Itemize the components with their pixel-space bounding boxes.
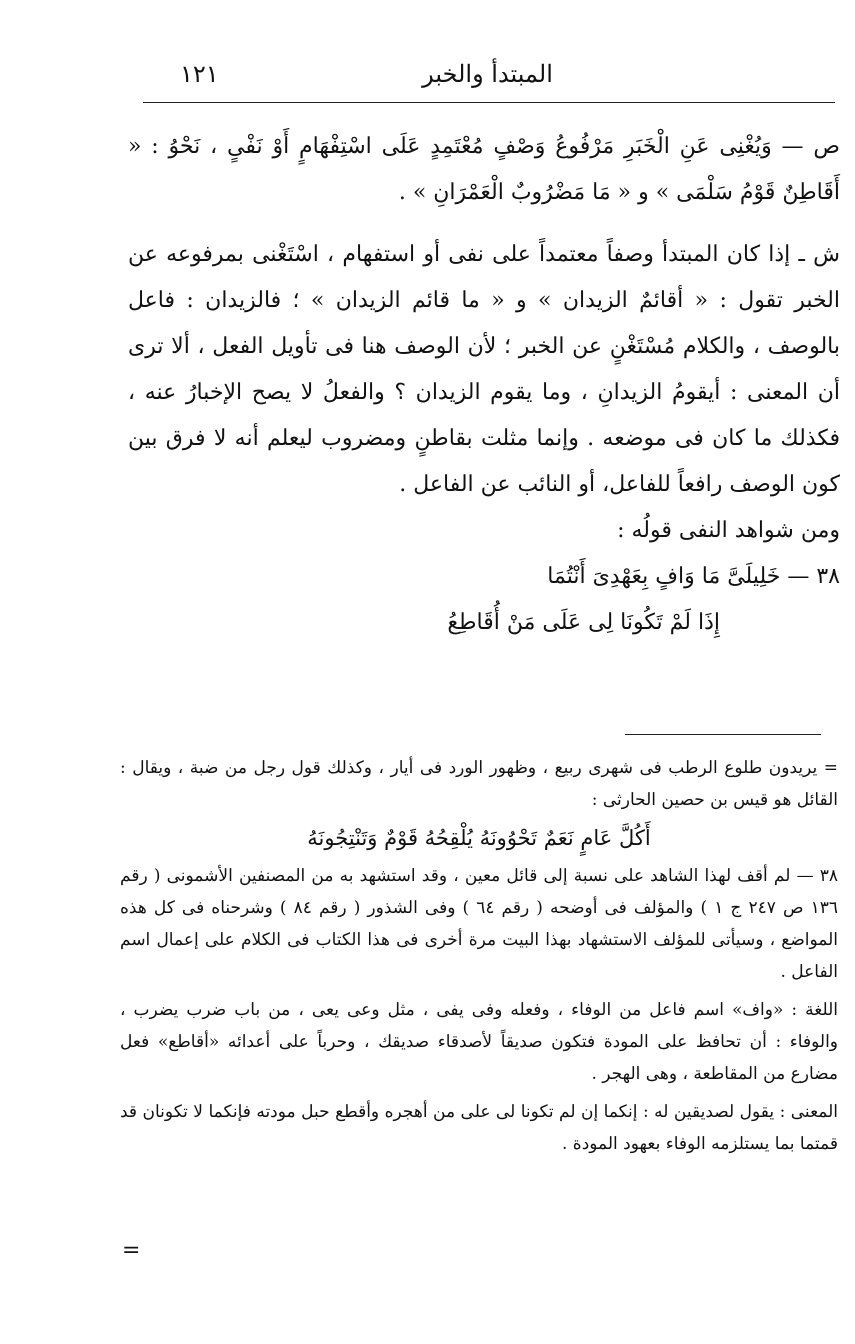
main-text (128, 124, 840, 646)
continuation-mark: = (122, 1238, 141, 1263)
footnote-continuation: = يريدون طلوع الرطب فى شهرى ربيع ، وظهور الورد فى أيار ، وكذلك قول رجل من ضبة ، ويقال : القائل هو قيس بن حصين الحارثى : (120, 758, 838, 810)
header-rule (143, 102, 835, 103)
footnote-38: ٣٨ — لم أقف لهذا الشاهد على نسبة إلى قائل معين ، وقد استشهد به من المصنفين الأشمونى ( رقم ١٣٦ ص ٢٤٧ ج ١ ) والمؤلف فى أوضحه ( رقم ٦٤ ) وفى الشذور ( رقم ٨٤ ) وشرحناه فى كل هذه المواضع ، وسيأتى للمؤلف الاستشهاد بهذا البيت مرة أخرى فى هذا الكتاب فى الكلام على إعمال اسم الفاعل . (120, 866, 838, 982)
grammar-rule-text: ص — وَيُغْنِى عَنِ الْخَبَرِ مَرْفُوعُ وَصْفٍ مُعْتَمِدٍ عَلَى اسْتِفْهَامٍ أَوْ نَفْىٍ ، نَحْوُ : « أَقَاطِنٌ قَوْمُ سَلْمَى » و « مَا مَضْرُوبٌ الْعَمْرَانِ » . (128, 134, 840, 205)
footnote-language: اللغة : «واف» اسم فاعل من الوفاء ، وفعله وفى يفى ، مثل وعى يعى ، من باب ضرب يضرب ، والوفاء : أن تحافظ على المودة فتكون صديقاً لأصدقاء صديقك ، وحرباً على أعدائه «أقاطع» فعل مضارع من المقاطعة ، وهى الهجر . (120, 1000, 838, 1084)
footnotes (120, 752, 838, 1160)
evidence-intro: ومن شواهد النفى قولُه : (617, 518, 840, 543)
verse-line-2: إِذَا لَمْ تَكُونَا لِى عَلَى مَنْ أُقَاطِعُ (447, 610, 720, 635)
commentary-paragraph: ش ـ إذا كان المبتدأ وصفاً معتمداً على نفى أو استفهام ، اسْتَغْنى بمرفوعه عن الخبر تقول : « أقائمٌ الزيدان » و « ما قائم الزيدان » ؛ فالزيدان : فاعل بالوصف ، والكلام مُسْتَغْنٍ عن الخبر ؛ لأن الوصف هنا فى تأويل الفعل ، ألا ترى أن المعنى : أيقومُ الزيدانِ ، وما يقوم الزيدان ؟ والفعلُ لا يصح الإخبارُ عنه ، فكذلك ما كان فى موضعه . وإنما مثلت بقاطنٍ ومضروب ليعلم أنه لا فرق بين كون الوصف رافعاً للفاعل، أو النائب عن الفاعل . (128, 242, 840, 497)
footnote-rule (625, 734, 821, 735)
verse-line-1: ٣٨ — خَلِيلَىَّ مَا وَافٍ بِعَهْدِىَ أَنْتُمَا (547, 564, 840, 589)
chapter-title: المبتدأ والخبر (422, 60, 553, 88)
running-header (140, 56, 835, 100)
page-number: ١٢١ (180, 60, 219, 88)
footnote-poem: أَكُلَّ عَامٍ نَعَمٌ تَحْوُونَهُ يُلْقِحُهُ قَوْمٌ وَتَنْتِجُونَهُ (307, 826, 651, 850)
footnote-meaning: المعنى : يقول لصديقين له : إنكما إن لم تكونا لى على من أهجره وأقطع حبل مودته فإنكما لا تكونان قد قمتما بما يستلزمه الوفاء بعهود المودة . (120, 1102, 838, 1154)
spacer (128, 216, 840, 232)
